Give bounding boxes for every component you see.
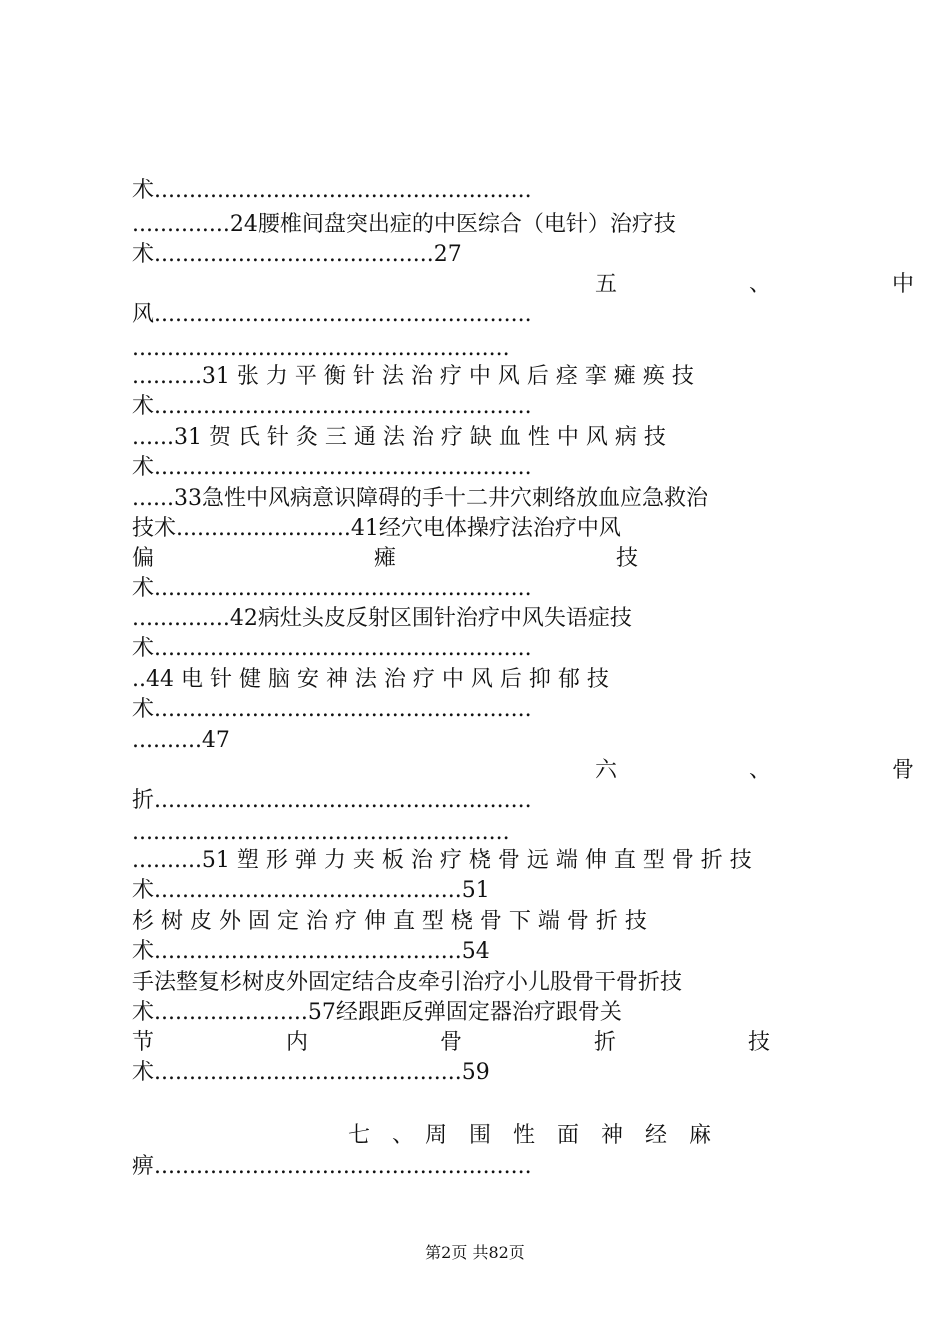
- toc-line: 术............................................59: [132, 1060, 490, 1085]
- toc-line: 折......................................................: [132, 788, 532, 813]
- toc-line: 技术.........................41经穴电体操疗法治疗中风: [132, 516, 621, 541]
- toc-line: 术......................................................: [132, 394, 532, 419]
- toc-line: ..........31 张 力 平 衡 针 法 治 疗 中 风 后 痉 挛 瘫 痪 技: [132, 364, 694, 389]
- toc-line: ..........51 塑 形 弹 力 夹 板 治 疗 桡 骨 远 端 伸 直 型 骨 折 技: [132, 848, 752, 873]
- toc-line: 杉 树 皮 外 固 定 治 疗 伸 直 型 桡 骨 下 端 骨 折 技: [132, 909, 647, 934]
- toc-line: 术......................................................: [132, 576, 532, 601]
- section-heading-6: 六 、 骨: [595, 758, 915, 783]
- toc-line: 术......................................................: [132, 636, 532, 661]
- toc-line: 手法整复杉树皮外固定结合皮牵引治疗小儿股骨干骨折技: [132, 970, 683, 995]
- toc-line: ......33急性中风病意识障碍的手十二井穴刺络放血应急救治: [132, 486, 708, 511]
- toc-line: 术............................................51: [132, 878, 490, 903]
- toc-line: 术......................................................: [132, 697, 532, 722]
- toc-line: ......................................................: [132, 336, 510, 361]
- toc-line: 痹......................................................: [132, 1154, 532, 1179]
- toc-line: ..............24腰椎间盘突出症的中医综合（电针）治疗技: [132, 212, 676, 237]
- toc-line: 术........................................27: [132, 242, 462, 267]
- toc-line: 术......................................................: [132, 178, 532, 203]
- toc-line: 术......................................................: [132, 455, 532, 480]
- toc-line: 偏 瘫 技: [132, 546, 639, 571]
- toc-line: 术............................................54: [132, 939, 490, 964]
- page-footer: 第2页 共82页: [425, 1243, 525, 1262]
- section-heading-5: 五 、 中: [595, 272, 915, 297]
- toc-line: ..............42病灶头皮反射区围针治疗中风失语症技: [132, 606, 632, 631]
- toc-line: ......31 贺 氏 针 灸 三 通 法 治 疗 缺 血 性 中 风 病 技: [132, 425, 666, 450]
- toc-line: ......................................................: [132, 820, 510, 845]
- toc-line: ..........47: [132, 728, 230, 753]
- toc-line: 风......................................................: [132, 302, 532, 327]
- toc-line: ..44 电 针 健 脑 安 神 法 治 疗 中 风 后 抑 郁 技: [132, 667, 609, 692]
- toc-line: 术......................57经跟距反弹固定器治疗跟骨关: [132, 1000, 622, 1025]
- section-heading-7: 七 、 周 围 性 面 神 经 麻: [348, 1123, 712, 1148]
- toc-line: 节 内 骨 折 技: [132, 1030, 771, 1055]
